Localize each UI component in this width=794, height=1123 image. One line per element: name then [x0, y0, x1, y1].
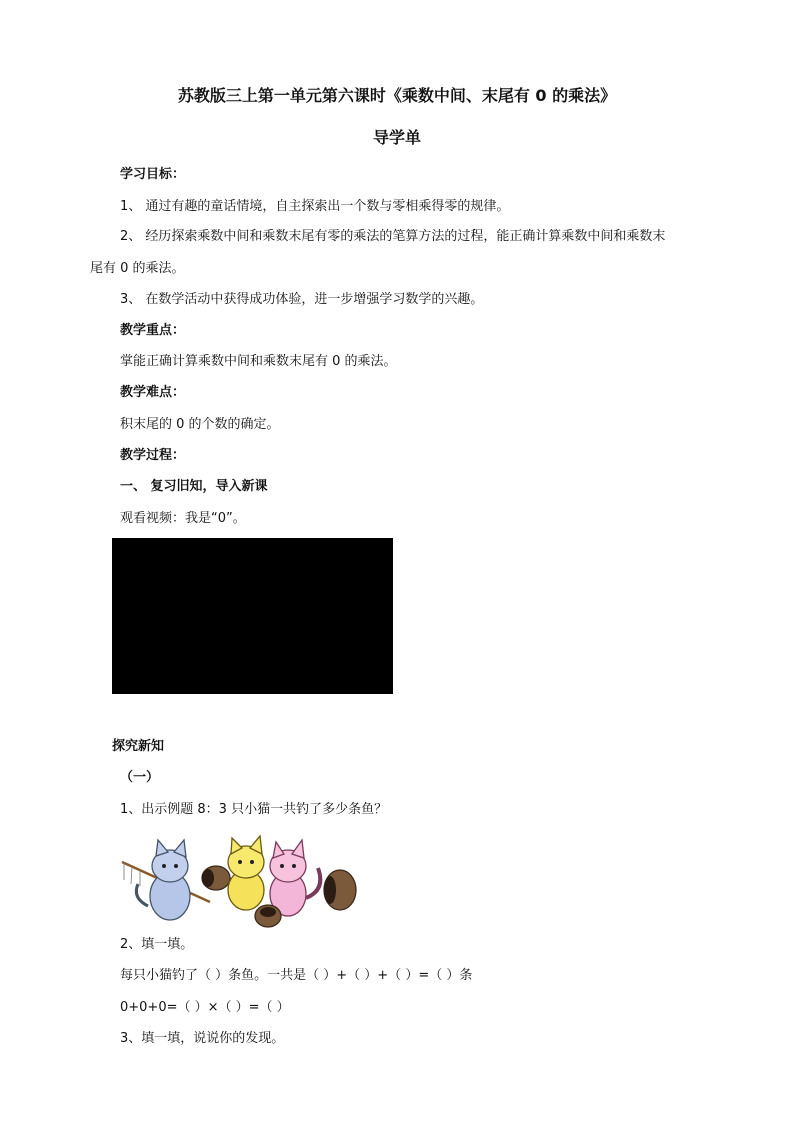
difficulty-text: 积末尾的 0 的个数的确定。 — [120, 417, 280, 432]
subsection-1: （一） — [120, 770, 160, 785]
difficulty-heading: 教学难点： — [120, 385, 186, 400]
process-heading: 教学过程： — [120, 448, 186, 463]
objective-3: 3、 在数学活动中获得成功体验，进一步增强学习数学的兴趣。 — [120, 292, 484, 307]
objective-2-line1: 2、 经历探索乘数中间和乘数末尾有零的乘法的笔算方法的过程，能正确计算乘数中间和乘数末 — [120, 229, 666, 244]
explore-heading: 探究新知 — [112, 739, 165, 754]
video-player[interactable] — [112, 538, 393, 694]
section-1-heading: 一、 复习旧知，导入新课 — [120, 479, 268, 494]
question-2: 2、填一填。 — [120, 937, 194, 952]
video-prompt: 观看视频：我是“0”。 — [120, 511, 246, 526]
objective-2-line2: 尾有 0 的乘法。 — [90, 261, 185, 276]
objective-1: 1、 通过有趣的童话情境，自主探索出一个数与零相乘得零的规律。 — [120, 199, 510, 214]
objectives-heading: 学习目标： — [120, 167, 186, 182]
fill-in-line-1: 每只小猫钓了（ ）条鱼。一共是（ ）+（ ）+（ ）=（ ）条 — [120, 968, 473, 983]
question-1: 1、出示例题 8：3 只小猫一共钓了多少条鱼？ — [120, 802, 388, 817]
page-title: 苏教版三上第一单元第六课时《乘数中间、末尾有 0 的乘法》 — [177, 86, 617, 105]
question-3: 3、填一填，说说你的发现。 — [120, 1031, 285, 1046]
key-point-text: 掌能正确计算乘数中间和乘数末尾有 0 的乘法。 — [120, 354, 397, 369]
kittens-fishing-illustration — [118, 828, 364, 930]
page-subtitle: 导学单 — [372, 128, 421, 147]
key-point-heading: 教学重点： — [120, 323, 186, 338]
fill-in-line-2: 0+0+0=（ ）×（ ）=（ ） — [120, 1000, 290, 1015]
